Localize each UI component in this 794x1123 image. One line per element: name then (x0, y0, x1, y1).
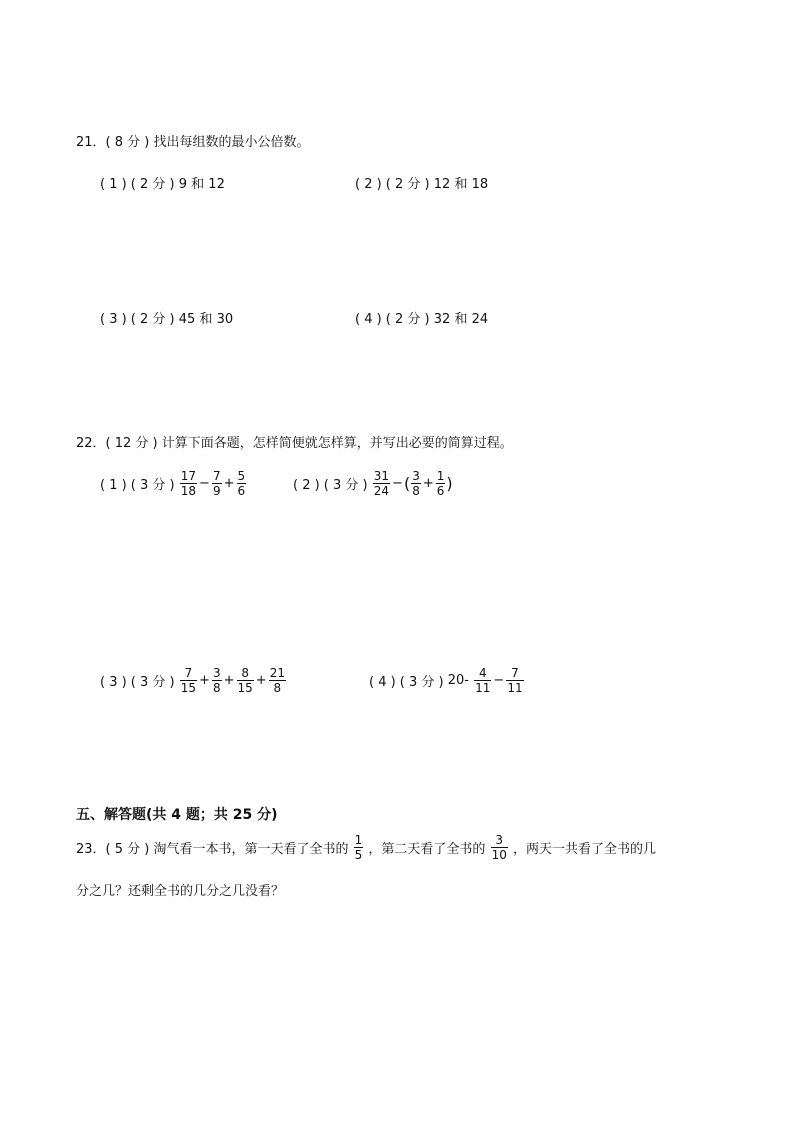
q21-part-3-label: ( 3 ) ( 2 分 ) (100, 312, 175, 327)
q22-part-2 (293, 464, 453, 502)
denominator: 15 (180, 680, 197, 695)
fraction (491, 834, 508, 861)
right-paren: ) (446, 473, 453, 493)
numerator: 1 (436, 468, 445, 483)
fraction (269, 667, 286, 694)
q23-text-1: 23．( 5 分 ) 淘气看一本书，第一天看了全书的 (76, 841, 349, 857)
fraction (237, 470, 247, 497)
numerator: 8 (241, 665, 249, 680)
fraction (411, 470, 421, 497)
denominator: 8 (212, 680, 221, 695)
operator: + (255, 672, 267, 688)
numerator: 4 (478, 665, 487, 680)
q21-part-3-text: 45 和 30 (178, 312, 234, 327)
q21-part-2-text: 12 和 18 (433, 177, 489, 192)
section-5-title: 五、解答题(共 4 题；共 25 分) (76, 807, 278, 823)
operator: + (422, 475, 434, 491)
q23-line-2: 分之几？还剩全书的几分之几没看？ (76, 884, 285, 899)
q22-part-1-label: ( 1 ) ( 3 分 ) (100, 477, 175, 493)
operator: − (493, 672, 505, 688)
fraction (180, 667, 197, 694)
q22-part-4-label: ( 4 ) ( 3 分 ) (369, 674, 444, 690)
q22-part-1 (100, 464, 247, 502)
denominator: 6 (436, 483, 445, 498)
denominator: 15 (237, 680, 253, 695)
q21-header: 21．( 8 分 ) 找出每组数的最小公倍数。 (76, 135, 310, 150)
denominator: 5 (354, 847, 363, 862)
denominator: 6 (237, 483, 246, 498)
q23-text-3: ，两天一共看了全书的几 (513, 841, 657, 857)
q21-part-2 (355, 173, 488, 192)
q22-part-3-label: ( 3 ) ( 3 分 ) (100, 674, 175, 690)
denominator: 8 (273, 680, 282, 695)
numerator: 7 (511, 665, 519, 680)
denominator: 11 (475, 680, 491, 695)
numerator: 7 (212, 468, 221, 483)
fraction (212, 667, 222, 694)
q22-header: 22．( 12 分 ) 计算下面各题，怎样简便就怎样算，并写出必要的简算过程。 (76, 436, 513, 451)
q22-part-3 (100, 661, 287, 699)
denominator: 9 (212, 483, 221, 498)
denominator: 18 (180, 483, 197, 498)
denominator: 8 (412, 483, 420, 498)
q23-text-2: ，第二天看了全书的 (368, 841, 486, 857)
denominator: 11 (507, 680, 523, 695)
q21-part-3 (100, 308, 233, 327)
fraction (436, 470, 446, 497)
q21-part-1-label: ( 1 ) ( 2 分 ) (100, 177, 175, 192)
numerator: 31 (373, 468, 390, 483)
fraction (506, 667, 523, 694)
denominator: 24 (373, 483, 390, 498)
q21-part-4 (355, 308, 488, 327)
operator: + (223, 475, 235, 491)
numerator: 5 (237, 468, 246, 483)
fraction (237, 667, 254, 694)
fraction (354, 834, 364, 861)
operator: − (199, 475, 210, 491)
q22-part-4 (369, 661, 525, 699)
operator: − (392, 475, 403, 491)
q21-part-4-label: ( 4 ) ( 2 分 ) (355, 312, 430, 327)
numerator: 21 (269, 665, 285, 680)
q22-part-2-label: ( 2 ) ( 3 分 ) (293, 477, 368, 493)
fraction (180, 470, 197, 497)
denominator: 10 (491, 847, 507, 862)
fraction (474, 667, 491, 694)
q21-part-1 (100, 173, 225, 192)
numerator: 7 (184, 665, 193, 680)
numerator: 17 (180, 468, 197, 483)
numerator: 3 (212, 665, 221, 680)
operator: + (223, 672, 235, 688)
q22-part-4-lead: 20- (447, 672, 469, 688)
q23-line-1 (76, 828, 656, 866)
q21-part-4-text: 32 和 24 (433, 312, 489, 327)
q21-part-2-label: ( 2 ) ( 2 分 ) (355, 177, 430, 192)
numerator: 3 (495, 832, 504, 847)
q21-part-1-text: 9 和 12 (178, 177, 225, 192)
fraction (212, 470, 222, 497)
left-paren: ( (403, 473, 411, 493)
fraction (373, 470, 390, 497)
numerator: 3 (412, 468, 420, 483)
numerator: 1 (354, 832, 363, 847)
operator: + (199, 672, 210, 688)
